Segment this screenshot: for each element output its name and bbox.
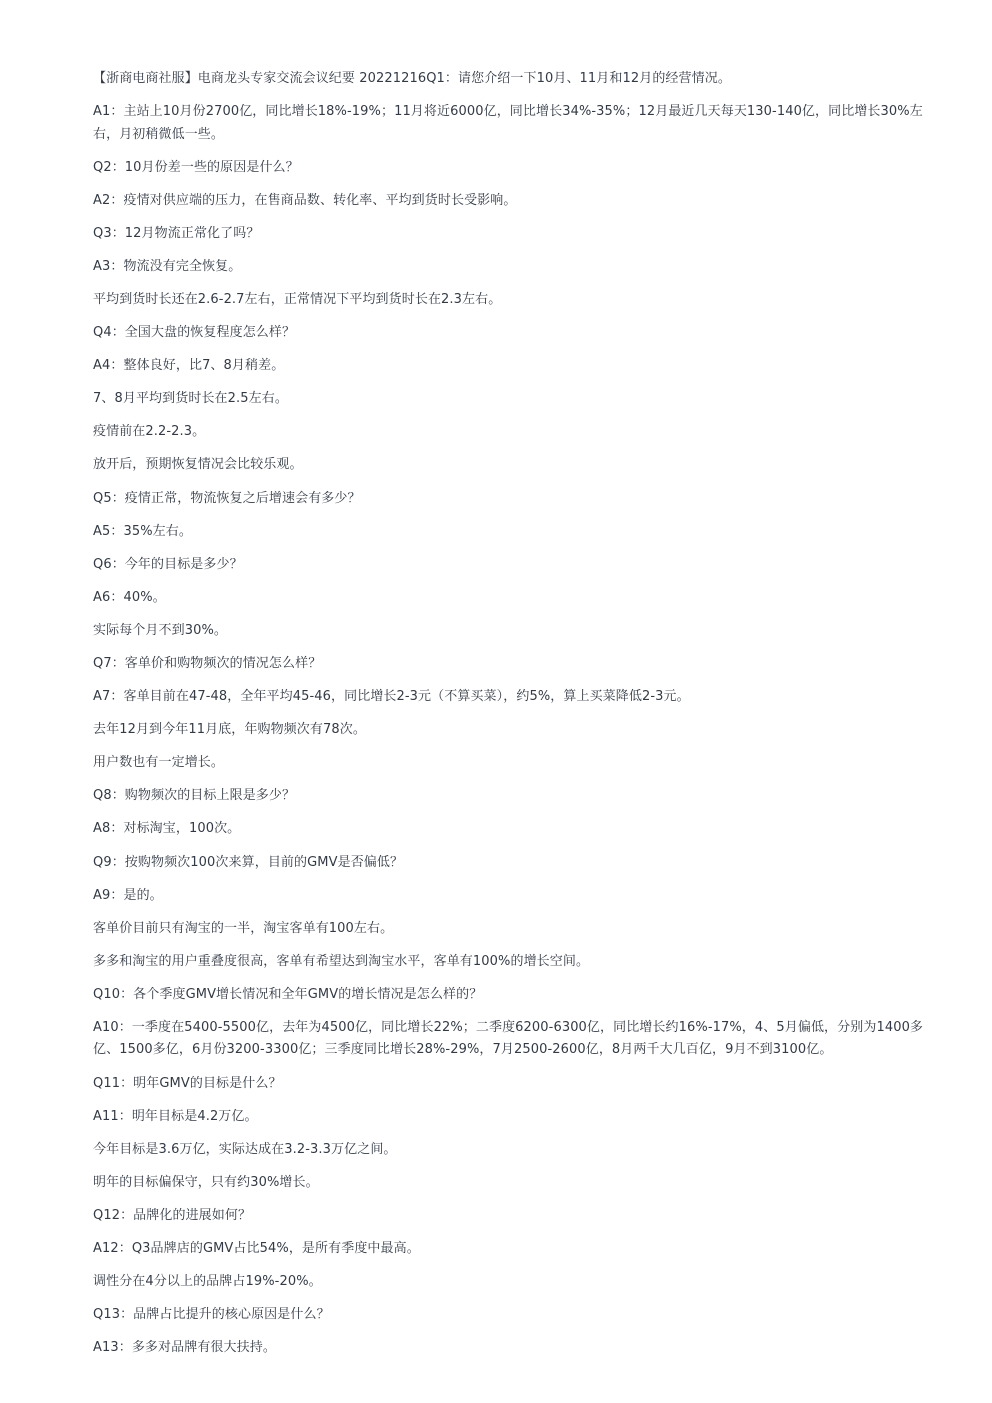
answer-text: 客单价目前只有淘宝的一半，淘宝客单有100左右。 [93, 920, 394, 936]
answer-a4: A4：整体良好，比7、8月稍差。 [93, 358, 285, 374]
doc-title-and-q1: 【浙商电商社服】电商龙头专家交流会议纪要 20221216Q1：请您介绍一下10月、11月和12月的经营情况。 [93, 71, 731, 86]
question-q12: Q12：品牌化的进展如何？ [93, 1207, 252, 1223]
answer-text: 今年目标是3.6万亿，实际达成在3.2-3.3万亿之间。 [93, 1141, 397, 1157]
answer-text: 疫情前在2.2-2.3。 [93, 424, 206, 440]
answer-text: 明年的目标偏保守，只有约30%增长。 [93, 1174, 319, 1190]
question-q4: Q4：全国大盘的恢复程度怎么样？ [93, 325, 296, 341]
question-q7: Q7：客单价和购物频次的情况怎么样？ [93, 656, 322, 671]
answer-text: 7、8月平均到货时长在2.5左右。 [93, 391, 288, 407]
question-q13: Q13：品牌占比提升的核心原因是什么？ [93, 1307, 330, 1323]
question-q11: Q11：明年GMV的目标是什么？ [93, 1075, 282, 1091]
answer-a7: A7：客单目前在47-48，全年平均45-46，同比增长2-3元（不算买菜），约5%，算上买菜降低2-3元。 [93, 689, 690, 705]
answer-text: 用户数也有一定增长。 [93, 755, 225, 771]
answer-text: 去年12月到今年11月底，年购物频次有78次。 [93, 722, 366, 738]
answer-text: 放开后，预期恢复情况会比较乐观。 [93, 457, 303, 473]
question-q6: Q6：今年的目标是多少？ [93, 556, 243, 572]
question-q9: Q9：按购物频次100次来算，目前的GMV是否偏低？ [93, 854, 404, 870]
answer-a9: A9：是的。 [93, 887, 163, 903]
answer-text: 调性分在4分以上的品牌占19%-20%。 [93, 1274, 322, 1290]
question-q5: Q5：疫情正常，物流恢复之后增速会有多少？ [93, 490, 361, 506]
answer-a11: A11：明年目标是4.2万亿。 [93, 1108, 258, 1124]
answer-a5: A5：35%左右。 [93, 523, 192, 539]
answer-a8: A8：对标淘宝，100次。 [93, 821, 241, 837]
answer-a10: A10：一季度在5400-5500亿，去年为4500亿，同比增长22%；二季度6200-6300亿，同比增长约16%-17%，4、5月偏低，分别为1400多亿、1500多亿，6月份3200-3300亿；三季度同比增长28%-29%，7月2500-2600亿，8月两千大几百亿，9月不到3100亿。 [93, 1020, 924, 1058]
question-q8: Q8：购物频次的目标上限是多少？ [93, 788, 296, 804]
answer-a13: A13：多多对品牌有很大扶持。 [93, 1340, 276, 1356]
answer-a1: A1：主站上10月份2700亿，同比增长18%-19%；11月将近6000亿，同比增长34%-35%；12月最近几天每天130-140亿，同比增长30%左右，月初稍微低一些。 [93, 104, 923, 142]
answer-text: 平均到货时长还在2.6-2.7左右，正常情况下平均到货时长在2.3左右。 [93, 291, 502, 307]
answer-a6: A6：40%。 [93, 589, 166, 605]
document-body [93, 68, 946, 1370]
answer-a12: A12：Q3品牌店的GMV占比54%，是所有季度中最高。 [93, 1241, 420, 1256]
question-q3: Q3：12月物流正常化了吗？ [93, 225, 260, 241]
question-q2: Q2：10月份差一些的原因是什么？ [93, 159, 299, 175]
answer-a2: A2：疫情对供应端的压力，在售商品数、转化率、平均到货时长受影响。 [93, 192, 517, 208]
answer-text: 多多和淘宝的用户重叠度很高，客单有希望达到淘宝水平，客单有100%的增长空间。 [93, 953, 590, 969]
answer-text: 实际每个月不到30%。 [93, 622, 227, 638]
answer-a3: A3：物流没有完全恢复。 [93, 258, 242, 274]
question-q10: Q10：各个季度GMV增长情况和全年GMV的增长情况是怎么样的？ [93, 986, 483, 1002]
